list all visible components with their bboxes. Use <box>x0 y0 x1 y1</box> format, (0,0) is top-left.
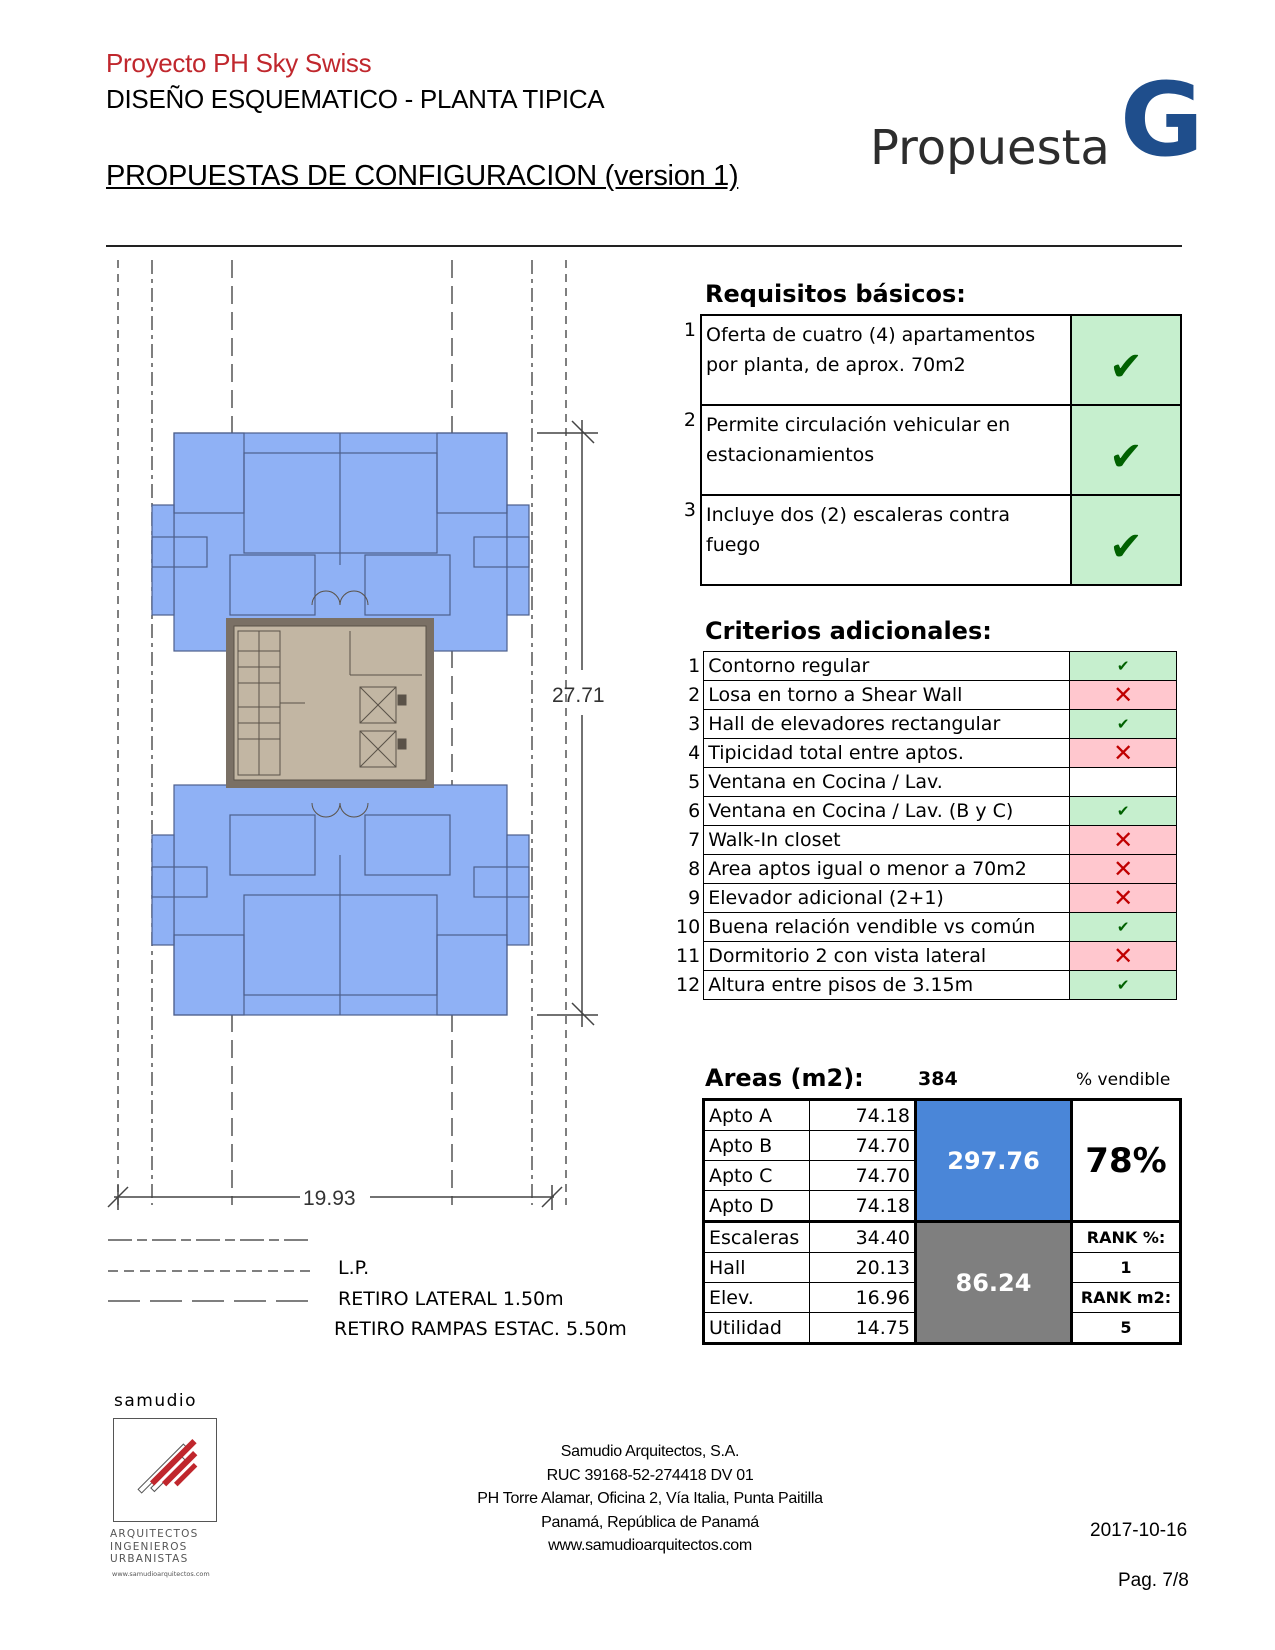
row-number: 2 <box>688 684 701 706</box>
height-dimension: 27.71 <box>552 684 605 707</box>
document-date: 2017-10-16 <box>1090 1520 1188 1541</box>
area-name: Apto C <box>704 1161 810 1191</box>
area-value: 74.18 <box>810 1100 916 1131</box>
company-logo <box>113 1418 217 1522</box>
row-number: 4 <box>688 742 701 764</box>
area-value: 74.70 <box>810 1161 916 1191</box>
area-name: Escaleras <box>704 1222 810 1253</box>
area-value: 16.96 <box>810 1283 916 1313</box>
sellable-total: 297.76 <box>916 1100 1072 1222</box>
area-value: 20.13 <box>810 1253 916 1283</box>
logo-mark-icon <box>114 1419 216 1521</box>
row-number: 11 <box>676 945 701 967</box>
row-number: 3 <box>683 499 696 521</box>
section-heading: PROPUESTAS DE CONFIGURACION (version 1) <box>106 160 739 192</box>
table-row <box>676 495 1181 585</box>
criterio-text: Hall de elevadores rectangular <box>704 710 1070 739</box>
row-number: 8 <box>688 858 701 880</box>
table-row <box>672 855 1177 884</box>
rank-pct-label: RANK %: <box>1072 1222 1181 1253</box>
table-row <box>672 971 1177 1000</box>
table-row <box>672 913 1177 942</box>
table-row <box>672 768 1177 797</box>
table-row <box>672 652 1177 681</box>
area-name: Apto B <box>704 1131 810 1161</box>
cross-icon: ✕ <box>1070 884 1177 913</box>
legend-retiro-lateral-label: RETIRO LATERAL 1.50m <box>338 1288 564 1310</box>
check-icon: ✔ <box>1071 405 1181 495</box>
logo-wordmark: samudio <box>114 1391 198 1411</box>
empty-mark <box>1070 768 1177 797</box>
row-number: 9 <box>688 887 701 909</box>
table-row <box>672 710 1177 739</box>
area-name: Apto A <box>704 1100 810 1131</box>
cross-icon: ✕ <box>1070 739 1177 768</box>
common-total: 86.24 <box>916 1222 1072 1344</box>
row-number: 6 <box>688 800 701 822</box>
criterio-text: Dormitorio 2 con vista lateral <box>704 942 1070 971</box>
propuesta-label: Propuesta <box>870 120 1110 176</box>
document-subtitle: DISEÑO ESQUEMATICO - PLANTA TIPICA <box>106 84 605 114</box>
company-address <box>420 1440 880 1558</box>
address-line-2: Panamá, República de Panamá <box>541 1513 759 1531</box>
areas-total: 384 <box>918 1068 958 1090</box>
rank-m2: 5 <box>1072 1313 1181 1344</box>
check-icon: ✔ <box>1071 315 1181 405</box>
header-divider <box>106 245 1182 247</box>
criterios-title: Criterios adicionales: <box>705 617 992 645</box>
row-number: 12 <box>676 974 701 996</box>
company-name: Samudio Arquitectos, S.A. <box>560 1443 740 1460</box>
cross-icon: ✕ <box>1070 681 1177 710</box>
criterio-text: Losa en torno a Shear Wall <box>704 681 1070 710</box>
criterio-text: Area aptos igual o menor a 70m2 <box>704 855 1070 884</box>
requisito-text: Incluye dos (2) escaleras contra fuego <box>701 495 1071 585</box>
check-icon: ✔ <box>1070 913 1177 942</box>
table-row <box>672 739 1177 768</box>
table-row <box>704 1100 1181 1131</box>
row-number: 7 <box>688 829 701 851</box>
rank-m2-label: RANK m2: <box>1072 1283 1181 1313</box>
vendible-label: % vendible <box>1076 1070 1171 1090</box>
criterios-table <box>672 651 1177 1000</box>
criterio-text: Ventana en Cocina / Lav. <box>704 768 1070 797</box>
requisito-text: Oferta de cuatro (4) apartamentos por planta, de aprox. 70m2 <box>701 315 1071 405</box>
row-number: 1 <box>683 319 696 341</box>
width-dimension: 19.93 <box>303 1187 356 1210</box>
height-dimension-line <box>537 420 598 1027</box>
website-link[interactable]: www.samudioarquitectos.com <box>548 1537 752 1554</box>
table-row <box>672 884 1177 913</box>
area-value: 74.70 <box>810 1131 916 1161</box>
logo-sub-line: ARQUITECTOS <box>110 1528 199 1540</box>
table-row <box>672 797 1177 826</box>
areas-table <box>702 1098 1182 1345</box>
propuesta-letter: G <box>1120 61 1204 180</box>
requisito-text: Permite circulación vehicular en estacionamientos <box>701 405 1071 495</box>
area-name: Hall <box>704 1253 810 1283</box>
row-number: 2 <box>683 409 696 431</box>
check-icon: ✔ <box>1070 652 1177 681</box>
table-row <box>672 942 1177 971</box>
areas-title: Areas (m2): <box>705 1064 864 1092</box>
check-icon: ✔ <box>1070 797 1177 826</box>
check-icon: ✔ <box>1070 971 1177 1000</box>
lower-apartments <box>152 785 529 1015</box>
project-title: Proyecto PH Sky Swiss <box>106 48 372 78</box>
address-line-1: PH Torre Alamar, Oficina 2, Vía Italia, Punta Paitilla <box>477 1490 823 1507</box>
area-name: Utilidad <box>704 1313 810 1344</box>
criterio-text: Tipicidad total entre aptos. <box>704 739 1070 768</box>
logo-sub-line: URBANISTAS <box>110 1553 189 1565</box>
row-number: 3 <box>688 713 701 735</box>
criterio-text: Walk-In closet <box>704 826 1070 855</box>
legend-lp-label: L.P. <box>338 1257 370 1279</box>
requisitos-title: Requisitos básicos: <box>705 280 966 308</box>
floor-plan-drawing <box>100 255 660 1355</box>
row-number: 5 <box>688 771 701 793</box>
criterio-text: Elevador adicional (2+1) <box>704 884 1070 913</box>
area-name: Apto D <box>704 1191 810 1222</box>
page-number: Pag. 7/8 <box>1118 1570 1189 1591</box>
criterio-text: Ventana en Cocina / Lav. (B y C) <box>704 797 1070 826</box>
company-ruc: RUC 39168-52-274418 DV 01 <box>546 1466 754 1484</box>
cross-icon: ✕ <box>1070 855 1177 884</box>
rank-pct: 1 <box>1072 1253 1181 1283</box>
area-value: 74.18 <box>810 1191 916 1222</box>
table-row <box>672 826 1177 855</box>
cross-icon: ✕ <box>1070 826 1177 855</box>
legend-retiro-rampas-label: RETIRO RAMPAS ESTAC. 5.50m <box>334 1318 627 1340</box>
area-name: Elev. <box>704 1283 810 1313</box>
logo-subtitle <box>110 1528 198 1566</box>
criterio-text: Buena relación vendible vs común <box>704 913 1070 942</box>
table-row <box>676 315 1181 405</box>
service-core <box>226 591 434 817</box>
row-number: 10 <box>676 916 701 938</box>
criterio-text: Altura entre pisos de 3.15m <box>704 971 1070 1000</box>
cross-icon: ✕ <box>1070 942 1177 971</box>
row-number: 1 <box>688 655 701 677</box>
check-icon: ✔ <box>1071 495 1181 585</box>
table-row <box>672 681 1177 710</box>
table-row <box>704 1222 1181 1253</box>
logo-sub-line: INGENIEROS <box>110 1540 188 1553</box>
logo-url: www.samudioarquitectos.com <box>112 1570 210 1578</box>
check-icon: ✔ <box>1070 710 1177 739</box>
pct-vendible: 78% <box>1072 1100 1181 1222</box>
area-value: 34.40 <box>810 1222 916 1253</box>
criterio-text: Contorno regular <box>704 652 1070 681</box>
area-value: 14.75 <box>810 1313 916 1344</box>
requisitos-table <box>676 314 1182 586</box>
table-row <box>676 405 1181 495</box>
